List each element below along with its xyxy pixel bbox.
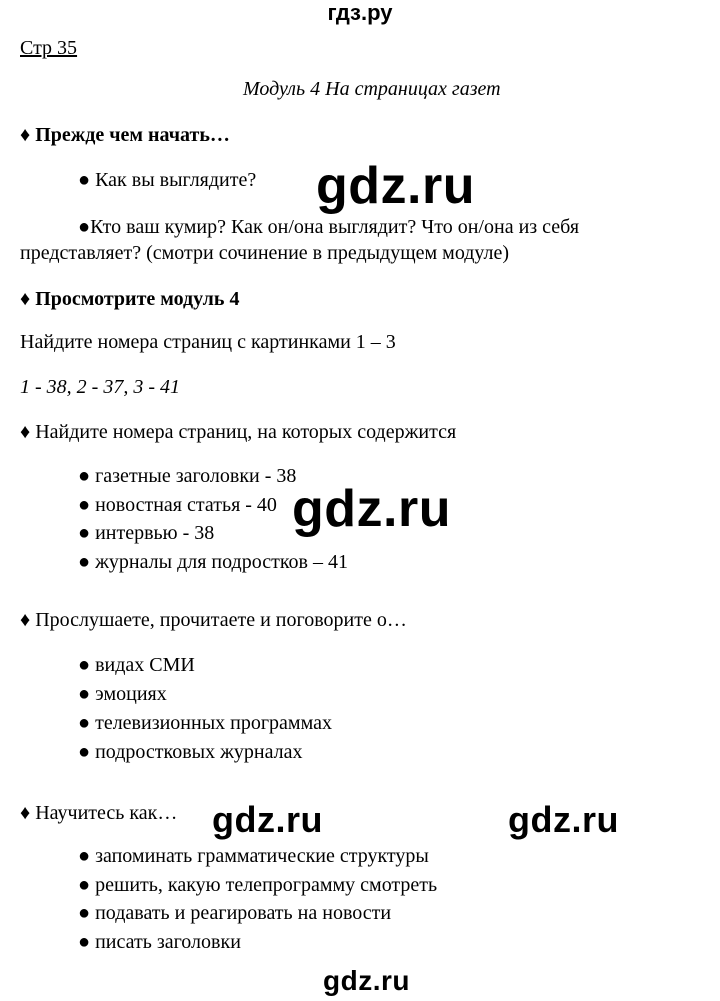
answer-text: 1 - 38, 2 - 37, 3 - 41 (20, 376, 180, 398)
list-item: ● интервью - 38 (78, 522, 215, 544)
section-heading-find-pages: ♦ Найдите номера страниц, на которых содержится (20, 421, 457, 443)
watermark: gdz.ru (323, 965, 410, 996)
list-item: ● подавать и реагировать на новости (78, 902, 392, 924)
question-item: ● Как вы выглядите? (78, 169, 257, 191)
list-item: ● эмоциях (78, 683, 167, 705)
list-item: ● запоминать грамматические структуры (78, 845, 429, 867)
list-item: ● писать заголовки (78, 931, 241, 953)
watermark: gdz.ru (292, 480, 451, 538)
section-heading-listen-read: ♦ Прослушаете, прочитаете и поговорите о… (20, 609, 407, 631)
watermark: gdz.ru (316, 157, 475, 215)
watermark: gdz.ru (508, 799, 619, 840)
watermark: gdz.ru (212, 799, 323, 840)
section-heading-browse-module: ♦ Просмотрите модуль 4 (20, 288, 240, 310)
page-reference: Стр 35 (20, 37, 78, 59)
task-text: Найдите номера страниц с картинками 1 – 3 (20, 331, 396, 353)
list-item: ● новостная статья - 40 (78, 494, 277, 516)
section-heading-learn-how: ♦ Научитесь как… (20, 802, 178, 824)
site-header: гдз.ру (327, 0, 393, 25)
module-title: Модуль 4 На страницах газет (243, 78, 501, 100)
list-item: ● видах СМИ (78, 654, 195, 676)
section-heading-before-start: ♦ Прежде чем начать… (20, 124, 230, 146)
list-item: ● телевизионных программах (78, 712, 332, 734)
list-item: ● журналы для подростков – 41 (78, 551, 348, 573)
list-item: ● подростковых журналах (78, 741, 303, 763)
question-item-continuation: представляет? (смотри сочинение в предыдущем модуле) (20, 242, 510, 264)
list-item: ● газетные заголовки - 38 (78, 465, 297, 487)
question-item: ●Кто ваш кумир? Как он/она выглядит? Что он/она из себя (78, 216, 580, 238)
list-item: ● решить, какую телепрограмму смотреть (78, 874, 438, 896)
